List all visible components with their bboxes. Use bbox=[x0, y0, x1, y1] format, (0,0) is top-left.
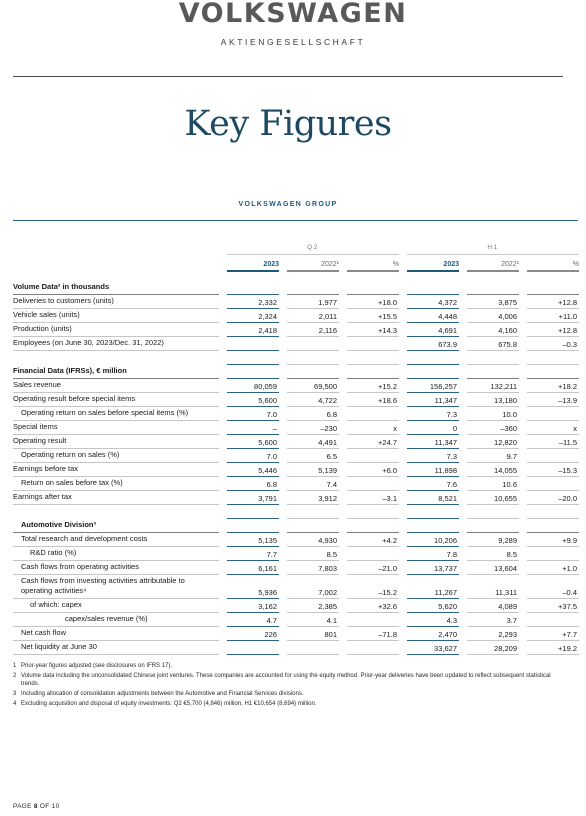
row-label: Earnings after tax bbox=[13, 492, 72, 501]
table-cell: 13,737 bbox=[434, 564, 457, 573]
table-row bbox=[0, 599, 586, 613]
row-label: Cash flows from operating activities bbox=[21, 562, 139, 571]
table-cell: 2,011 bbox=[318, 312, 337, 321]
column-group-q2: Q2 bbox=[307, 244, 319, 251]
table-cell: +18.0 bbox=[378, 298, 397, 307]
table-cell: –230 bbox=[320, 424, 337, 433]
table-cell: 4,089 bbox=[498, 602, 517, 611]
brand-logo: VOLKSWAGEN bbox=[178, 0, 408, 29]
table-cell: 2,385 bbox=[318, 602, 337, 611]
table-cell: 6.8 bbox=[266, 480, 277, 489]
table-cell: 12,820 bbox=[494, 438, 517, 447]
table-row bbox=[0, 627, 586, 641]
footnote-number: 4 bbox=[13, 701, 17, 707]
table-row bbox=[0, 547, 586, 561]
table-cell: 5,600 bbox=[258, 396, 277, 405]
table-row bbox=[0, 309, 586, 323]
row-label: Cash flows from investing activities attributable to bbox=[21, 576, 185, 585]
row-label: Operating return on sales before special items (%) bbox=[21, 408, 189, 417]
footnote-number: 1 bbox=[13, 663, 17, 669]
table-cell: 11,267 bbox=[434, 588, 457, 597]
table-cell: 3,875 bbox=[498, 298, 517, 307]
table-cell: 7.0 bbox=[266, 452, 277, 461]
col-rule bbox=[467, 270, 519, 272]
section-title: VOLKSWAGEN GROUP bbox=[238, 201, 338, 208]
table-cell: 13,604 bbox=[494, 564, 517, 573]
table-cell: 7,803 bbox=[318, 564, 337, 573]
table-cell: –3.1 bbox=[382, 494, 397, 503]
table-row bbox=[0, 519, 586, 533]
table-cell: 7,002 bbox=[318, 588, 337, 597]
table-cell: 4,372 bbox=[438, 298, 457, 307]
page-title: Key Figures bbox=[184, 104, 392, 144]
table-row bbox=[0, 641, 586, 655]
cell-rule bbox=[467, 654, 519, 655]
table-cell: –21.0 bbox=[378, 564, 397, 573]
row-label: R&D ratio (%) bbox=[30, 548, 77, 557]
table-cell: 7.6 bbox=[446, 480, 457, 489]
table-row bbox=[0, 575, 586, 599]
footnote-number: 2 bbox=[13, 673, 17, 679]
table-row bbox=[0, 365, 586, 379]
table-row bbox=[0, 491, 586, 505]
table-cell: – bbox=[272, 424, 277, 433]
table-row bbox=[0, 463, 586, 477]
table-cell: 4,930 bbox=[318, 536, 337, 545]
header-divider bbox=[13, 76, 563, 77]
footnote bbox=[13, 700, 568, 708]
table-cell: +37.5 bbox=[558, 602, 577, 611]
table-cell: 4,006 bbox=[498, 312, 517, 321]
table-cell: 5,620 bbox=[438, 602, 457, 611]
footnote-text: Excluding acquisition and disposal of equity investments: Q2 €5,700 (4,846) million, H1 €10,654 (8,694) million. bbox=[21, 701, 317, 707]
table-cell: 28,209 bbox=[494, 644, 517, 653]
table-cell: 132,211 bbox=[490, 382, 517, 391]
footnote-text: Prior-year figures adjusted (see disclosures on IFRS 17). bbox=[21, 663, 173, 669]
table-cell: 7.3 bbox=[446, 452, 457, 461]
col-h1-2022: 2022¹ bbox=[501, 261, 519, 268]
table-cell: +7.7 bbox=[562, 630, 577, 639]
row-label: Sales revenue bbox=[13, 380, 61, 389]
table-cell: –0.3 bbox=[562, 340, 577, 349]
table-cell: 11,311 bbox=[495, 588, 517, 597]
table-cell: +9.9 bbox=[562, 536, 577, 545]
table-cell: 801 bbox=[324, 630, 337, 639]
row-label: Operating return on sales (%) bbox=[21, 450, 120, 459]
table-cell: 5,139 bbox=[318, 466, 337, 475]
table-cell: x bbox=[573, 424, 577, 433]
table-cell: 7.8 bbox=[446, 550, 457, 559]
row-label: Return on sales before tax (%) bbox=[21, 478, 123, 487]
row-label: Operating result before special items bbox=[13, 394, 136, 403]
table-cell: –11.5 bbox=[558, 438, 577, 447]
col-rule bbox=[227, 270, 279, 272]
brand-subtitle: AKTIENGESELLSCHAFT bbox=[220, 37, 366, 47]
row-label: Operating result bbox=[13, 436, 67, 445]
page-number: PAGE 8 OF 10 bbox=[13, 803, 60, 810]
col-rule bbox=[287, 270, 339, 272]
table-row bbox=[0, 337, 586, 351]
table-cell: 10,655 bbox=[494, 494, 517, 503]
table-cell: 2,116 bbox=[318, 326, 337, 335]
table-cell: 3,912 bbox=[318, 494, 337, 503]
table-cell: 10.0 bbox=[502, 410, 517, 419]
table-cell: 3.7 bbox=[506, 616, 517, 625]
row-label: Vehicle sales (units) bbox=[13, 310, 80, 319]
table-cell: 4,691 bbox=[438, 326, 457, 335]
footnote-number: 3 bbox=[13, 691, 17, 697]
table-row bbox=[0, 295, 586, 309]
table-cell: 8.5 bbox=[506, 550, 517, 559]
table-row bbox=[0, 561, 586, 575]
cell-rule bbox=[527, 654, 579, 655]
table-cell: 7.4 bbox=[326, 480, 337, 489]
table-cell: 9.7 bbox=[506, 452, 517, 461]
table-cell: –71.8 bbox=[378, 630, 397, 639]
footnote bbox=[13, 672, 568, 688]
cell-rule bbox=[227, 654, 279, 655]
table-row bbox=[0, 393, 586, 407]
table-cell: –20.0 bbox=[558, 494, 577, 503]
table-cell: 7.3 bbox=[446, 410, 457, 419]
table-cell: 11,347 bbox=[434, 438, 457, 447]
table-row bbox=[0, 613, 586, 627]
row-label: Net cash flow bbox=[21, 628, 67, 637]
cell-rule bbox=[287, 654, 339, 655]
table-cell: 5,446 bbox=[258, 466, 277, 475]
table-cell: 2,332 bbox=[258, 298, 277, 307]
table-cell: 8.5 bbox=[326, 550, 337, 559]
table-cell: 5,600 bbox=[258, 438, 277, 447]
col-q2-2023: 2023 bbox=[263, 261, 279, 268]
table-row bbox=[0, 435, 586, 449]
table-cell: +32.6 bbox=[378, 602, 397, 611]
table-cell: +24.7 bbox=[378, 438, 397, 447]
cell-rule bbox=[407, 654, 459, 655]
table-cell: 4.1 bbox=[326, 616, 337, 625]
col-q2-pct: % bbox=[392, 261, 399, 268]
table-cell: 4,160 bbox=[498, 326, 517, 335]
table-cell: –13.9 bbox=[558, 396, 577, 405]
table-cell: 2,470 bbox=[438, 630, 457, 639]
table-cell: 6.5 bbox=[326, 452, 337, 461]
table-cell: 8,521 bbox=[438, 494, 457, 503]
table-cell: 4.7 bbox=[266, 616, 277, 625]
cell-rule bbox=[347, 654, 399, 655]
table-cell: 10.6 bbox=[502, 480, 517, 489]
table-row bbox=[0, 351, 586, 365]
table-cell: 1,977 bbox=[318, 298, 337, 307]
col-rule bbox=[407, 270, 459, 272]
table-cell: 10,206 bbox=[434, 536, 457, 545]
table-cell: 4,448 bbox=[438, 312, 457, 321]
q2-group-rule bbox=[227, 254, 399, 255]
table-cell: 673.9 bbox=[438, 340, 457, 349]
table-cell: 11,898 bbox=[434, 466, 457, 475]
table-cell: 80,059 bbox=[254, 382, 277, 391]
table-row bbox=[0, 449, 586, 463]
table-row bbox=[0, 281, 586, 295]
row-rule bbox=[13, 654, 219, 655]
table-cell: 156,257 bbox=[429, 382, 457, 391]
table-cell: +12.8 bbox=[558, 298, 577, 307]
table-row bbox=[0, 379, 586, 393]
row-label: Total research and development costs bbox=[21, 534, 148, 543]
row-label: Employees (on June 30, 2023/Dec. 31, 2022) bbox=[13, 338, 164, 347]
table-cell: 226 bbox=[264, 630, 277, 639]
table-cell: –15.2 bbox=[378, 588, 397, 597]
table-cell: –15.3 bbox=[558, 466, 577, 475]
column-group-h1: H1 bbox=[487, 244, 499, 251]
table-cell: +15.5 bbox=[378, 312, 397, 321]
footnote bbox=[13, 690, 568, 698]
table-cell: 675.8 bbox=[498, 340, 517, 349]
table-cell: 33,627 bbox=[434, 644, 457, 653]
row-label: Volume Data² in thousands bbox=[13, 282, 110, 291]
table-cell: +12.8 bbox=[558, 326, 577, 335]
col-q2-2022: 2022¹ bbox=[321, 261, 339, 268]
table-cell: 13,180 bbox=[494, 396, 517, 405]
section-divider bbox=[13, 220, 578, 221]
table-cell: 2,293 bbox=[498, 630, 517, 639]
footnote-text: Including allocation of consolidation adjustments between the Automotive and Financial Services divisions. bbox=[21, 691, 304, 697]
table-cell: +19.2 bbox=[558, 644, 577, 653]
table-cell: +11.0 bbox=[558, 312, 577, 321]
table-row bbox=[0, 505, 586, 519]
table-row bbox=[0, 421, 586, 435]
table-cell: 3,162 bbox=[258, 602, 277, 611]
h1-group-rule bbox=[407, 254, 579, 255]
table-cell: –0.4 bbox=[562, 588, 577, 597]
table-cell: 7.0 bbox=[266, 410, 277, 419]
table-cell: 2,324 bbox=[258, 312, 277, 321]
row-label: Financial Data (IFRSs), € million bbox=[13, 366, 127, 375]
table-cell: x bbox=[393, 424, 397, 433]
row-label: Net liquidity at June 30 bbox=[21, 642, 97, 651]
table-cell: +6.0 bbox=[382, 466, 397, 475]
row-label-continued: operating activities⁴ bbox=[21, 586, 87, 595]
table-cell: 6.8 bbox=[326, 410, 337, 419]
table-cell: 11,347 bbox=[434, 396, 457, 405]
col-h1-2023: 2023 bbox=[443, 261, 459, 268]
table-cell: +14.3 bbox=[378, 326, 397, 335]
footnote-text: Volume data including the unconsolidated Chinese joint ventures. These companies are accounted for using the equity method. Prior-year deliveries have been updated to reflect subsequent statistical trends. bbox=[21, 673, 551, 687]
table-cell: 5,936 bbox=[258, 588, 277, 597]
table-cell: 69,500 bbox=[314, 382, 337, 391]
table-cell: 3,791 bbox=[258, 494, 277, 503]
table-cell: +15.2 bbox=[378, 382, 397, 391]
table-row bbox=[0, 477, 586, 491]
table-cell: 14,055 bbox=[494, 466, 517, 475]
col-h1-pct: % bbox=[572, 261, 579, 268]
table-cell: 6,161 bbox=[258, 564, 277, 573]
table-cell: 4,491 bbox=[318, 438, 337, 447]
col-rule bbox=[527, 270, 579, 272]
table-cell: +18.2 bbox=[558, 382, 577, 391]
table-cell: +4.2 bbox=[382, 536, 397, 545]
table-cell: +18.6 bbox=[378, 396, 397, 405]
row-label: Automotive Division³ bbox=[21, 520, 97, 529]
row-label: capex/sales revenue (%) bbox=[65, 614, 148, 623]
row-label: Earnings before tax bbox=[13, 464, 79, 473]
table-cell: 7.7 bbox=[266, 550, 277, 559]
table-row bbox=[0, 533, 586, 547]
footnote bbox=[13, 662, 568, 670]
row-label: Production (units) bbox=[13, 324, 72, 333]
row-label: Special items bbox=[13, 422, 58, 431]
table-cell: +1.0 bbox=[562, 564, 577, 573]
table-cell: 4.3 bbox=[446, 616, 457, 625]
table-cell: 4,722 bbox=[318, 396, 337, 405]
table-cell: 5,135 bbox=[258, 536, 277, 545]
table-cell: 9,289 bbox=[498, 536, 517, 545]
row-label: Deliveries to customers (units) bbox=[13, 296, 114, 305]
table-cell: 2,418 bbox=[258, 326, 277, 335]
col-rule bbox=[347, 270, 399, 272]
table-row bbox=[0, 323, 586, 337]
row-label: of which: capex bbox=[30, 600, 82, 609]
table-cell: 0 bbox=[452, 424, 457, 433]
table-cell: –360 bbox=[500, 424, 517, 433]
table-row bbox=[0, 407, 586, 421]
